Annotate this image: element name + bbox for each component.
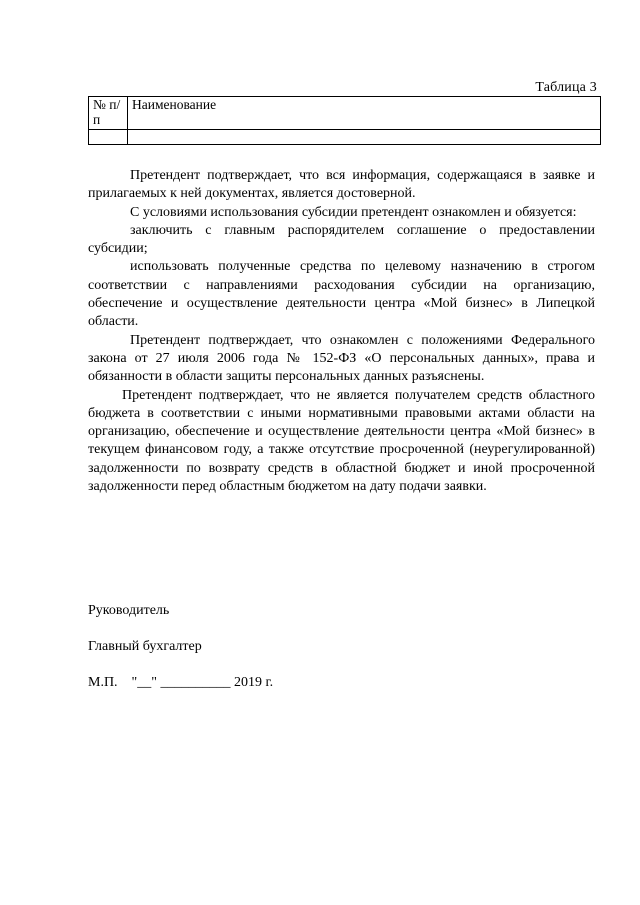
paragraph-conditions: С условиями использования субсидии претендент ознакомлен и обязуется: (130, 204, 577, 220)
signature-head-label: Руководитель (88, 603, 170, 618)
paragraph-personal-data: Претендент подтверждает, что ознакомлен с положениями Федерального закона от 27 июля 2006 года № 152-ФЗ «О персональных данных», права и обязанности в области защиты персональных данных разъяснены. (88, 332, 595, 385)
column-header-number: № п/п (89, 97, 128, 130)
application-table (88, 96, 601, 145)
signature-accountant-label: Главный бухгалтер (88, 639, 202, 654)
paragraph-usage: использовать полученные средства по целевому назначению в строгом соответствии с направлениями расходования субсидии на организацию, обеспечение и осуществление деятельности центра «Мой бизнес» в Липецкой области. (88, 259, 595, 330)
table-cell-number (89, 130, 128, 145)
column-header-name: Наименование (128, 97, 601, 130)
paragraph-no-debts: Претендент подтверждает, что не является получателем средств областного бюджета в соответствии с иными нормативными правовыми актами области на организацию, обеспечение и осуществление деятельности центра «Мой бизнес» в текущем финансовом году, а также отсутствие просроченной (неурегулированной) задолженности по возврату средств в областной бюджет и иной просроченной задолженности перед областным бюджетом на дату подачи заявки. (88, 387, 595, 495)
table-header-row (89, 97, 601, 130)
paragraph-accuracy: Претендент подтверждает, что вся информация, содержащаяся в заявке и прилагаемых к ней документах, является достоверной. (88, 168, 595, 202)
stamp-date-line: М.П. "__" __________ 2019 г. (88, 675, 274, 690)
declaration-text (88, 167, 595, 496)
paragraph-agreement: заключить с главным распорядителем соглашение о предоставлении субсидии; (88, 222, 595, 257)
table-cell-name (128, 130, 601, 145)
table-caption: Таблица 3 (535, 80, 597, 95)
table-row (89, 130, 601, 145)
